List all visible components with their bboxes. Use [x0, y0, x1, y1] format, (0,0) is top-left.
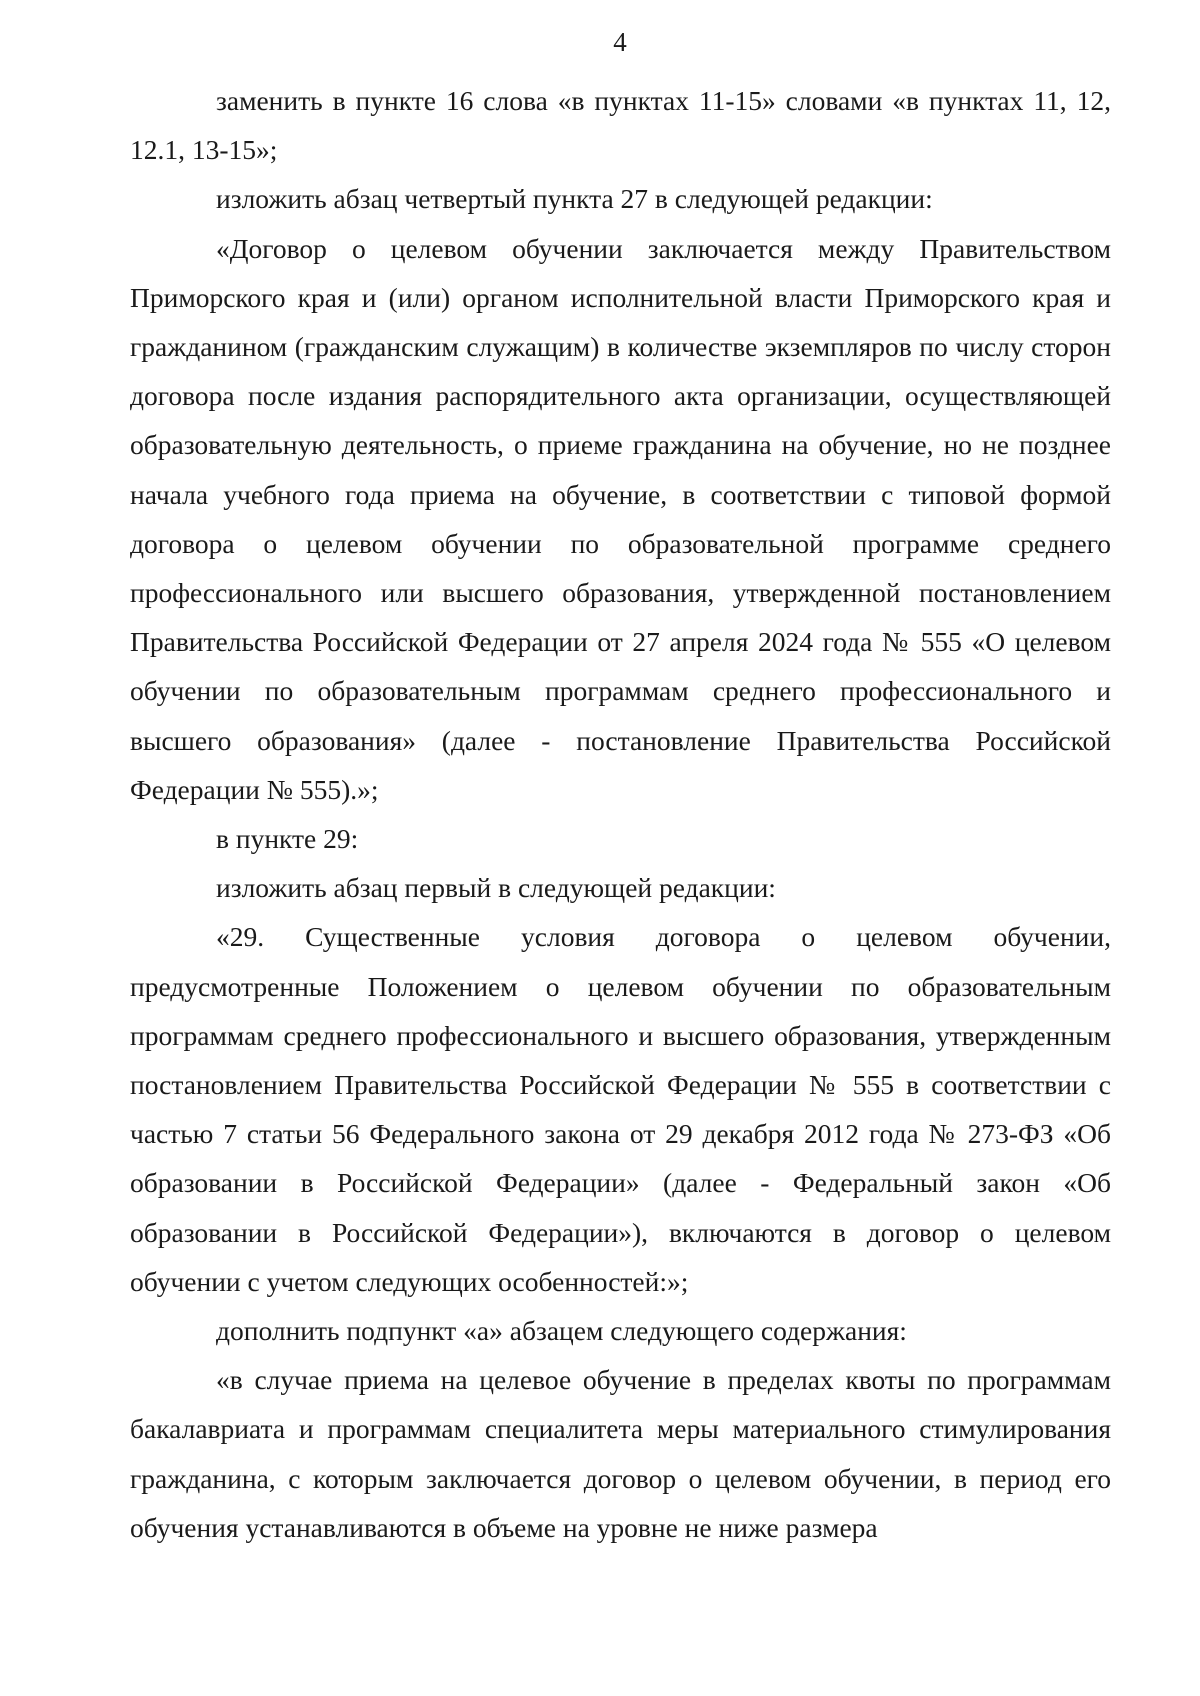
paragraph-subpunkt-a-text: «в случае приема на целевое обучение в пределах квоты по программам бакалавриата и программам специалитета меры материального стимулирования гражданина, с которым заключается договор о целевом обучении, в период его обучения устанавливаются в объеме на уровне не ниже размера [130, 1364, 1111, 1543]
paragraph-punkt-27-text: «Договор о целевом обучении заключается между Правительством Приморского края и (или) органом исполнительной власти Приморского края и гражданином (гражданским служащим) в количестве экземпляров по числу сторон договора после издания распорядительного акта организации, осуществляющей образовательную деятельность, о приеме гражданина на обучение, но не позднее начала учебного года приема на обучение, в соответствии с типовой формой договора о целевом обучении по образовательной программе среднего профессионального или высшего образования, утвержденной постановлением Правительства Российской Федерации от 27 апреля 2024 года № 555 «О целевом обучении по образовательным программам среднего профессионального и высшего образования» (далее - постановление Правительства Российской Федерации № 555).»; [130, 232, 1111, 805]
paragraph-punkt-29-heading: в пункте 29: [216, 823, 359, 855]
page-number: 4 [613, 27, 627, 57]
document-body [130, 76, 1111, 1552]
paragraph-punkt-27-intro: изложить абзац четвертый пункта 27 в следующей редакции: [216, 183, 933, 215]
paragraph-replace-punkt-16: заменить в пункте 16 слова «в пунктах 11-15» словами «в пунктах 11, 12, 12.1, 13-15»; [130, 85, 1111, 166]
paragraph-punkt-29-text: «29. Существенные условия договора о целевом обучении, предусмотренные Положением о целевом обучении по образовательным программам среднего профессионального и высшего образования, утвержденным постановлением Правительства Российской Федерации № 555 в соответствии с частью 7 статьи 56 Федерального закона от 29 декабря 2012 года № 273-ФЗ «Об образовании в Российской Федерации» (далее - Федеральный закон «Об образовании в Российской Федерации»), включаются в договор о целевом обучении с учетом следующих особенностей:»; [130, 921, 1111, 1297]
paragraph-subpunkt-a-intro: дополнить подпункт «а» абзацем следующего содержания: [216, 1315, 907, 1347]
paragraph-punkt-29-intro: изложить абзац первый в следующей редакции: [216, 872, 776, 904]
